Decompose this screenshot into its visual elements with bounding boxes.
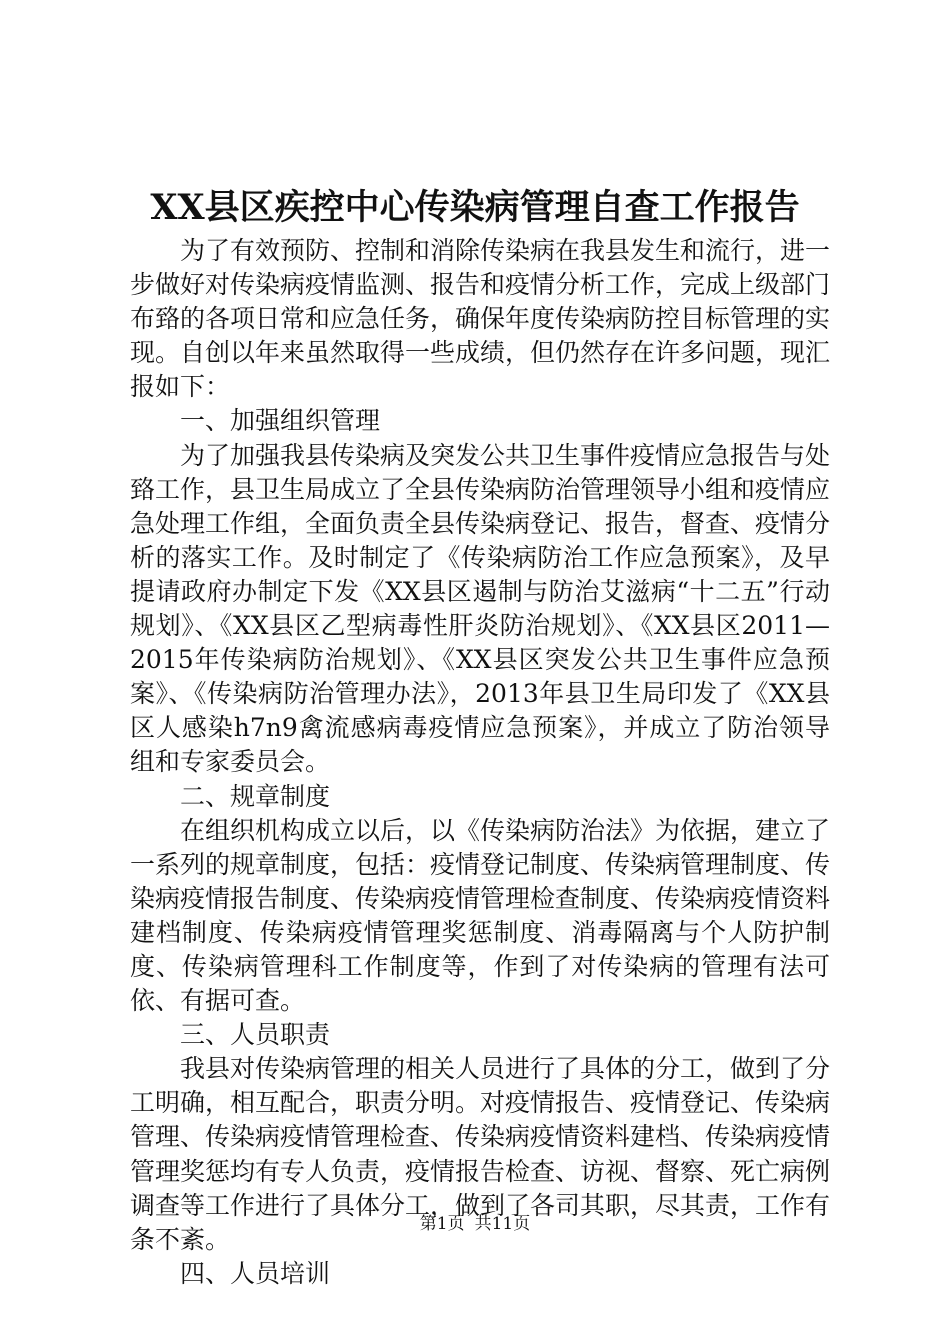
regulations-paragraph: 在组织机构成立以后，以《传染病防治法》为依据，建立了一系列的规章制度，包括：疫情登记制度、传染病管理制度、传染病疫情报告制度、传染病疫情管理检查制度、传染病疫情资料建档制度、传染病疫情管理奖惩制度、消毒隔离与个人防护制度、传染病管理科工作制度等，作到了对传染病的管理有法可依、有据可查。 xyxy=(130,815,831,1016)
intro-paragraph: 为了有效预防、控制和消除传染病在我县发生和流行，进一步做好对传染病疫情监测、报告和疫情分析工作，完成上级部门布臵的各项日常和应急任务，确保年度传染病防控目标管理的实现。自创以年来虽然取得一些成绩，但仍然存在许多问题，现汇报如下： xyxy=(130,236,831,402)
document-body xyxy=(130,234,830,1291)
section-heading-regulations: 二、规章制度 xyxy=(180,781,331,811)
responsibilities-paragraph: 我县对传染病管理的相关人员进行了具体的分工，做到了分工明确，相互配合，职责分明。对疫情报告、疫情登记、传染病管理、传染病疫情管理检查、传染病疫情资料建档、传染病疫情管理奖惩均有专人负责，疫情报告检查、访视、督察、死亡病例调查等工作进行了具体分工，做到了各司其职，尽其责，工作有条不紊。 xyxy=(130,1054,831,1254)
page-footer xyxy=(0,1212,950,1236)
document-title: XX县区疾控中心传染病管理自查工作报告 xyxy=(150,187,800,228)
page-total: 共11页 xyxy=(474,1214,531,1234)
section-heading-organization: 一、加强组织管理 xyxy=(180,406,381,436)
section-heading-responsibilities: 三、人员职责 xyxy=(180,1020,331,1050)
section-heading-training: 四、人员培训 xyxy=(180,1258,331,1288)
organization-paragraph: 为了加强我县传染病及突发公共卫生事件疫情应急报告与处臵工作，县卫生局成立了全县传染病防治管理领导小组和疫情应急处理工作组，全面负责全县传染病登记、报告，督查、疫情分析的落实工作。及时制定了《传染病防治工作应急预案》，及早提请政府办制定下发《XX县区遏制与防治艾滋病“十二五”行动规划》、《XX县区乙型病毒性肝炎防治规划》、《XX县区2011—2015年传染病防治规划》、《XX县区突发公共卫生事件应急预案》、《传染病防治管理办法》，2013年县卫生局印发了《XX县区人感染h7n9禽流感病毒疫情应急预案》，并成立了防治领导组和专家委员会。 xyxy=(130,440,831,777)
page-number: 第1页 xyxy=(419,1214,465,1234)
